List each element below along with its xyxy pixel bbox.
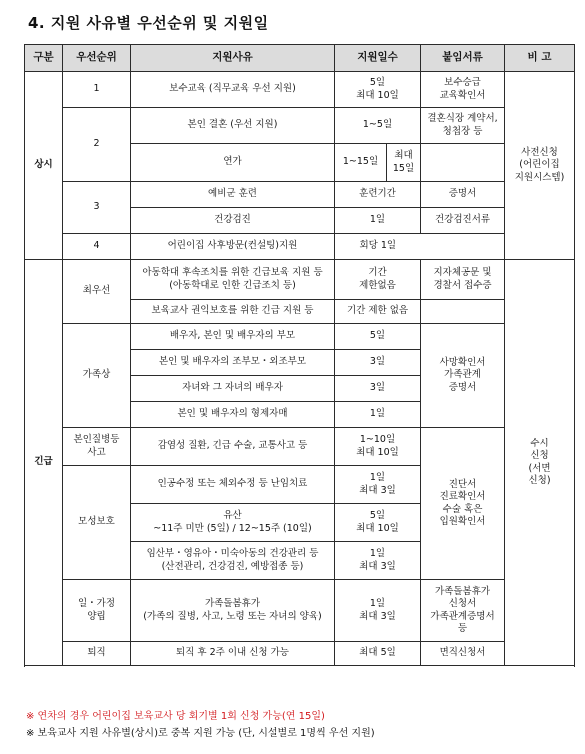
days-cell: 5일 최대 10일: [335, 504, 421, 542]
doc-cell: 증명서: [421, 182, 505, 208]
category-urgent: 긴급: [25, 260, 63, 666]
doc-cell: 지자체공문 및 경찰서 접수증: [421, 260, 505, 300]
days-cell: 1일: [335, 208, 421, 234]
days-cell: 1~15일: [335, 144, 387, 182]
category-regular: 상시: [25, 72, 63, 260]
header-remarks: 비 고: [505, 45, 575, 72]
table-row: [25, 260, 575, 300]
doc-cell: 가족돌봄휴가 신청서 가족관계증명서 등: [421, 580, 505, 642]
doc-cell: 면직신청서: [421, 642, 505, 666]
priority-cell: 가족상: [63, 324, 131, 428]
reason-cell: 본인 및 배우자의 조부모・외조부모: [131, 350, 335, 376]
support-priority-table: [24, 44, 575, 666]
priority-cell: 퇴직: [63, 642, 131, 666]
table-row: [25, 182, 575, 208]
days-cell: 기간 제한없음: [335, 260, 421, 300]
days-cell: 1일 최대 3일: [335, 466, 421, 504]
days-cell: 1~5일: [335, 108, 421, 144]
doc-cell-empty: [421, 234, 505, 260]
reason-cell: 건강검진: [131, 208, 335, 234]
doc-cell: [421, 300, 505, 324]
reason-cell: 연가: [131, 144, 335, 182]
reason-cell: 아동학대 후속조치를 위한 긴급보육 지원 등 (아동학대로 인한 긴급조치 등): [131, 260, 335, 300]
priority-cell: 3: [63, 182, 131, 234]
priority-cell: 일・가정 양립: [63, 580, 131, 642]
days-cell: 1일 최대 3일: [335, 580, 421, 642]
remarks-urgent: 수시 신청 (서면 신청): [505, 260, 575, 666]
footnotes: [26, 708, 375, 742]
table-row: [25, 324, 575, 350]
reason-cell: 자녀와 그 자녀의 배우자: [131, 376, 335, 402]
doc-cell: 건강검진서류: [421, 208, 505, 234]
doc-cell: [421, 144, 505, 182]
table-header-row: [25, 45, 575, 72]
doc-cell: 결혼식장 계약서, 청첩장 등: [421, 108, 505, 144]
section-title: 4. 지원 사유별 우선순위 및 지원일: [28, 14, 269, 32]
table-row: [25, 428, 575, 466]
days-max-cell: 최대 15일: [387, 144, 421, 182]
days-cell: 회당 1일: [335, 234, 421, 260]
remarks-regular: 사전신청 (어린이집 지원시스템): [505, 72, 575, 260]
reason-cell: 보육교사 권익보호를 위한 긴급 지원 등: [131, 300, 335, 324]
reason-cell: 본인 및 배우자의 형제자매: [131, 402, 335, 428]
header-category: 구분: [25, 45, 63, 72]
priority-cell: 4: [63, 234, 131, 260]
days-cell: 3일: [335, 350, 421, 376]
reason-cell: 유산 ~11주 미만 (5일) / 12~15주 (10일): [131, 504, 335, 542]
reason-cell: 보수교육 (직무교육 우선 지원): [131, 72, 335, 108]
priority-cell: 1: [63, 72, 131, 108]
doc-cell: 진단서 진료확인서 수술 혹은 입원확인서: [421, 428, 505, 580]
doc-cell: 보수승급 교육확인서: [421, 72, 505, 108]
reason-cell: 어린이집 사후방문(컨설팅)지원: [131, 234, 335, 260]
footnote-duplicate-support: ※ 보육교사 지원 사유별(상시)로 중복 지원 가능 (단, 시설별로 1명씩 우선 지원): [26, 728, 375, 739]
days-cell: 기간 제한 없음: [335, 300, 421, 324]
doc-cell: 사망확인서 가족관계 증명서: [421, 324, 505, 428]
footnote-annual-leave: ※ 연차의 경우 어린이집 보육교사 당 회기별 1회 신청 가능(연 15일): [26, 711, 325, 722]
days-cell: 3일: [335, 376, 421, 402]
days-cell: 훈련기간: [335, 182, 421, 208]
reason-cell: 본인 결혼 (우선 지원): [131, 108, 335, 144]
reason-cell: 인공수정 또는 체외수정 등 난임치료: [131, 466, 335, 504]
reason-cell: 예비군 훈련: [131, 182, 335, 208]
table-row: [25, 108, 575, 144]
priority-cell: 모성보호: [63, 466, 131, 580]
table-row: [25, 234, 575, 260]
reason-cell: 임산부・영유아・미숙아동의 건강관리 등 (산전관리, 건강검진, 예방접종 등): [131, 542, 335, 580]
table-row: [25, 72, 575, 108]
days-cell: 5일 최대 10일: [335, 72, 421, 108]
reason-cell: 가족돌봄휴가 (가족의 질병, 사고, 노령 또는 자녀의 양육): [131, 580, 335, 642]
header-priority: 우선순위: [63, 45, 131, 72]
days-cell: 5일: [335, 324, 421, 350]
days-cell: 1일 최대 3일: [335, 542, 421, 580]
header-days: 지원일수: [335, 45, 421, 72]
priority-cell: 최우선: [63, 260, 131, 324]
reason-cell: 감염성 질환, 긴급 수술, 교통사고 등: [131, 428, 335, 466]
priority-cell: 2: [63, 108, 131, 182]
table-row: [25, 642, 575, 666]
header-reason: 지원사유: [131, 45, 335, 72]
priority-cell: 본인질병등 사고: [63, 428, 131, 466]
days-cell: 최대 5일: [335, 642, 421, 666]
reason-cell: 배우자, 본인 및 배우자의 부모: [131, 324, 335, 350]
table-row: [25, 580, 575, 642]
days-cell: 1일: [335, 402, 421, 428]
days-cell: 1~10일 최대 10일: [335, 428, 421, 466]
header-documents: 붙임서류: [421, 45, 505, 72]
reason-cell: 퇴직 후 2주 이내 신청 가능: [131, 642, 335, 666]
